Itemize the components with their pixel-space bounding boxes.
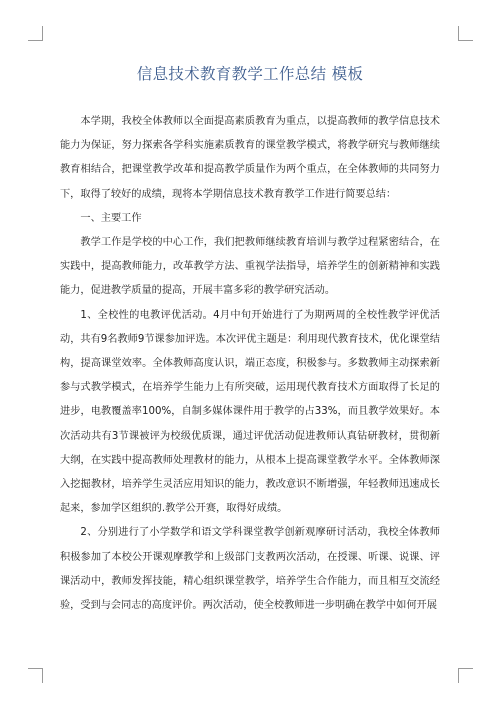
crop-mark-top-right bbox=[458, 26, 473, 41]
item-1-paragraph: 1、全校性的电教评优活动。4月中旬开始进行了为期两周的全校性教学评优活动，共有9名教师9节课参加评选。本次评优主题是：利用现代教育技术，优化课堂结构，提高课堂效率。全体教师高度认识，端正态度，积极参与。多数教师主动探索新参与式教学模式，在培养学生能力上有所突破，运用现代教育技术方面取得了长足的进步，电教覆盖率100%，自制多媒体课件用于教学的占33%，而且教学效果好。本次活动共有3节课被评为校级优质课，通过评优活动促进教师认真钻研教材，贯彻新大纲，在实践中提高教师处理教材的能力，从根本上提高课堂教学水平。全体教师深入挖掘教材，培养学生灵活应用知识的能力，教改意识不断增强，年轻教师迅速成长起来，参加学区组织的.教学公开赛，取得好成绩。 bbox=[60, 309, 440, 515]
item-2-paragraph: 2、分别进行了小学数学和语文学科课堂教学创新观摩研讨活动，我校全体教师积极参加了本校公开课观摩教学和上级部门支教两次活动，在授课、听课、说课、评课活动中，教师发挥技能，精心组织课堂教学，培养学生合作能力，而且相互交流经验，受到与会同志的高度评价。两次活动，使全校教师进一步明确在教学中如何开展 bbox=[60, 527, 440, 612]
crop-mark-bottom-left bbox=[28, 668, 43, 683]
crop-mark-top-left bbox=[28, 26, 43, 41]
intro-paragraph: 本学期，我校全体教师以全面提高素质教育为重点，以提高教师的教学信息技术能力为保证，努力探索各学科实施素质教育的课堂教学模式，将教学研究与教师继续教育相结合，把课堂教学改革和提高教学质量作为两个重点，在全体教师的共同努力下，取得了较好的成绩，现将本学期信息技术教育教学工作进行简要总结： bbox=[60, 116, 440, 200]
main-work-paragraph: 教学工作是学校的中心工作，我们把教师继续教育培训与教学过程紧密结合，在实践中，提高教师能力，改革教学方法、重视学法指导，培养学生的创新精神和实践能力，促进教学质量的提高，开展丰富多彩的教学研究活动。 bbox=[60, 237, 440, 297]
document-title: 信息技术教育教学工作总结 模板 bbox=[136, 65, 364, 83]
document-body bbox=[60, 110, 440, 618]
section-heading-main-work: 一、主要工作 bbox=[80, 212, 142, 224]
crop-mark-bottom-right bbox=[458, 668, 473, 683]
